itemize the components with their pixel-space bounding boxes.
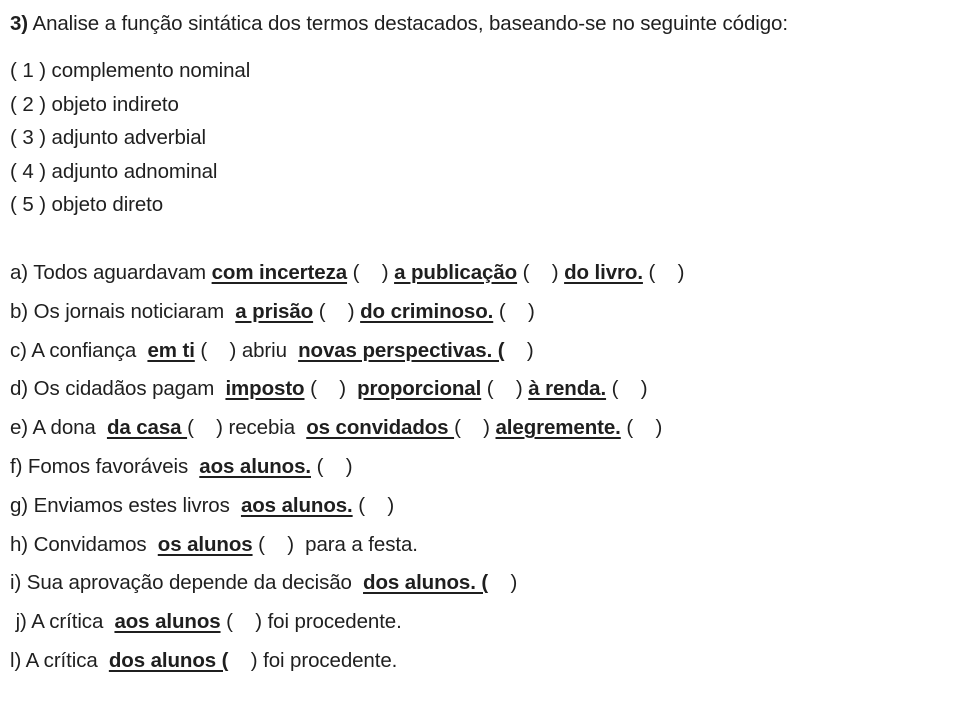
highlighted-term: à renda. — [528, 377, 607, 401]
highlighted-term: do livro. — [564, 261, 643, 284]
item-text: h) Convidamos — [10, 532, 158, 556]
highlighted-term: novas perspectivas. ( — [298, 338, 505, 362]
code-item-4: ( 4 ) adjunto adnominal — [10, 159, 218, 183]
item-text: ( ) — [481, 377, 529, 401]
highlighted-term: dos alunos. ( — [363, 571, 489, 595]
highlighted-term: a publicação — [394, 261, 518, 284]
highlighted-term: os alunos — [157, 532, 253, 556]
exercise-page — [10, 0, 970, 728]
item-text: ( ) — [606, 377, 648, 401]
exercise-item-l — [10, 642, 684, 681]
exercise-item-g — [10, 487, 684, 526]
highlighted-term: alegremente. — [495, 416, 621, 440]
question-header — [10, 6, 788, 42]
item-text: ) foi procedente. — [228, 648, 398, 672]
exercise-item-e — [10, 409, 684, 448]
item-text: ( ) — [642, 261, 685, 284]
exercise-items — [10, 254, 684, 681]
highlighted-term: os convidados — [306, 416, 455, 440]
item-text: a) Todos aguardavam — [10, 261, 212, 284]
highlighted-term: dos alunos ( — [108, 648, 229, 672]
item-text: ) — [488, 571, 518, 595]
item-text: ( ) — [310, 454, 353, 478]
highlighted-term: a prisão — [235, 299, 314, 323]
item-text: b) Os jornais noticiaram — [10, 299, 236, 323]
item-text: ( ) recebia — [187, 416, 307, 440]
highlighted-term: com incerteza — [211, 261, 348, 284]
highlighted-term: do criminoso. — [360, 299, 494, 323]
item-text: l) A crítica — [10, 648, 109, 672]
highlighted-term: aos alunos — [114, 610, 221, 634]
item-text: c) A confiança — [10, 338, 148, 362]
item-text: ( ) — [304, 377, 358, 401]
exercise-item-i — [10, 564, 684, 603]
item-text: ) — [504, 338, 534, 362]
item-text: ( ) para a festa. — [252, 532, 418, 556]
item-text: d) Os cidadãos pagam — [10, 377, 226, 401]
exercise-item-f — [10, 448, 684, 487]
exercise-item-b — [10, 293, 684, 332]
question-instruction: Analise a função sintática dos termos destacados, baseando-se no seguinte código: — [28, 12, 788, 35]
item-text: j) A crítica — [10, 610, 115, 634]
code-item-2: ( 2 ) objeto indireto — [10, 92, 179, 116]
item-text: ( ) — [493, 299, 535, 323]
item-text: ( ) — [352, 493, 395, 517]
item-text: ( ) — [620, 416, 663, 440]
question-number: 3) — [10, 12, 29, 35]
exercise-item-j — [10, 603, 684, 642]
exercise-item-h — [10, 526, 684, 565]
code-item-1: ( 1 ) complemento nominal — [10, 59, 251, 82]
highlighted-term: aos alunos. — [199, 454, 311, 478]
highlighted-term: imposto — [225, 377, 305, 401]
highlighted-term: aos alunos. — [240, 493, 353, 517]
code-item-5: ( 5 ) objeto direto — [10, 193, 164, 216]
exercise-item-d — [10, 370, 684, 409]
item-text: ( ) foi procedente. — [220, 610, 402, 634]
item-text: ( ) — [347, 261, 395, 284]
item-text: ( ) — [454, 416, 496, 440]
item-text: f) Fomos favoráveis — [10, 454, 200, 478]
code-item-3: ( 3 ) adjunto adverbial — [10, 126, 206, 149]
highlighted-term: da casa — [106, 416, 188, 440]
exercise-item-c — [10, 332, 684, 371]
item-text: ( ) — [517, 261, 565, 284]
item-text: ( ) abriu — [194, 338, 299, 362]
item-text: ( ) — [313, 299, 361, 323]
exercise-item-a — [10, 254, 684, 293]
highlighted-term: em ti — [147, 338, 195, 362]
highlighted-term: proporcional — [357, 377, 482, 401]
item-text: g) Enviamos estes livros — [10, 493, 241, 517]
code-list — [10, 54, 250, 222]
item-text: e) A dona — [10, 416, 107, 440]
item-text: i) Sua aprovação depende da decisão — [10, 571, 364, 595]
